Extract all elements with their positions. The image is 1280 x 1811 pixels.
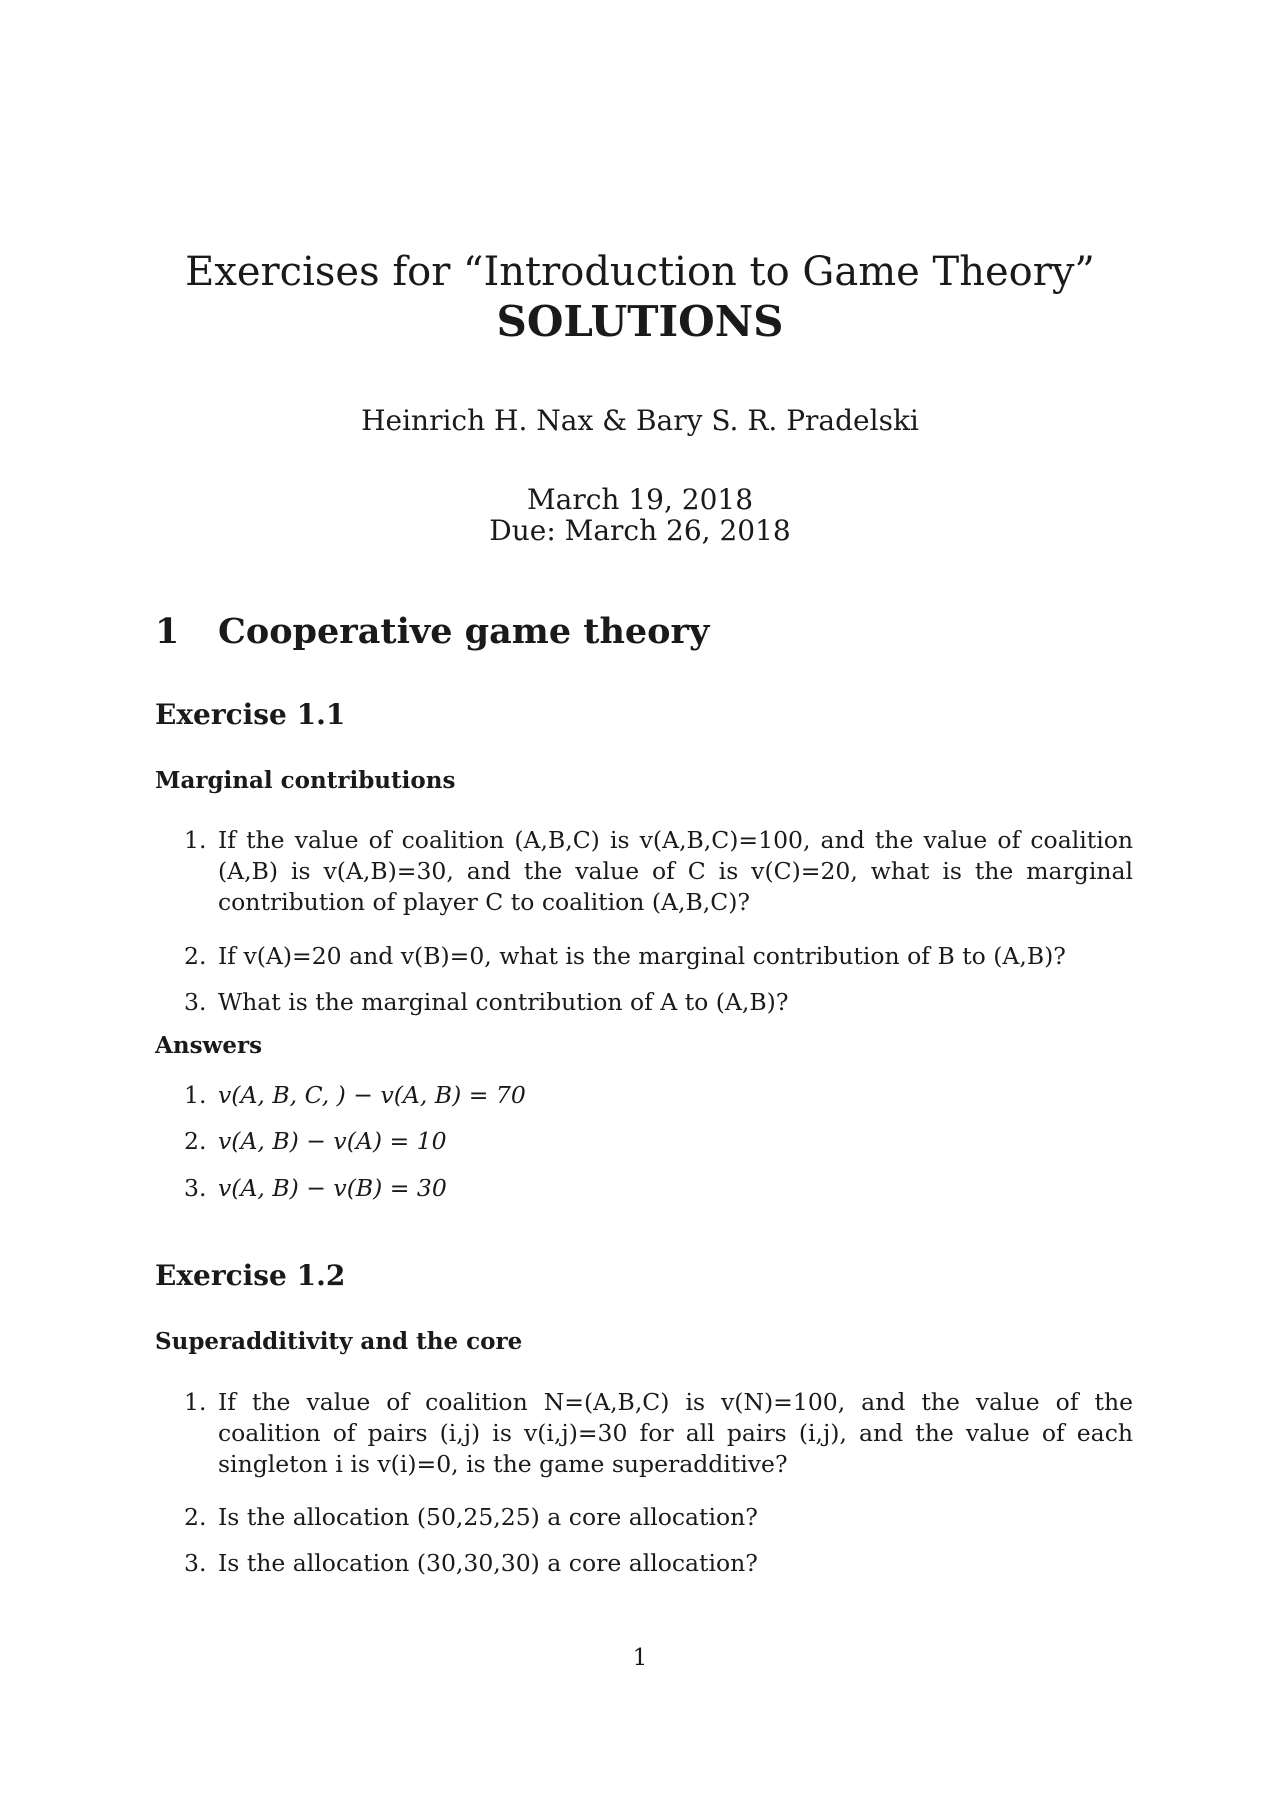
due-date: Due: March 26, 2018 [489,514,791,547]
question-text: Is the allocation (50,25,25) a core allocation? [218,1503,758,1531]
page-number: 1 [632,1645,648,1671]
answer-formula: v(A, B) − v(B) = 30 [218,1174,447,1202]
answer-formula: v(A, B) − v(A) = 10 [218,1127,447,1155]
section-title: Cooperative game theory [218,611,710,652]
question-text: If the value of coalition N=(A,B,C) is v(N)=100, and the value of the coalition of pairs (i,j) is v(i,j)=30 for all pairs (i,j), and the value of each singleton i is v(i)=0, is the game superadditive? [218,1388,1133,1478]
exercise-1-1-heading: Exercise 1.1 [155,698,346,731]
section-number: 1 [155,611,180,652]
list-marker: 1. [184,826,207,854]
question-text: If v(A)=20 and v(B)=0, what is the marginal contribution of B to (A,B)? [218,942,1066,970]
list-marker: 1. [184,1388,207,1416]
exercise-1-1-subheading: Marginal contributions [155,767,456,794]
answer-formula: v(A, B, C, ) − v(A, B) = 70 [218,1081,526,1109]
list-marker: 2. [184,1503,207,1531]
date: March 19, 2018 [526,483,754,516]
document-subtitle: SOLUTIONS [496,297,784,346]
list-marker: 2. [184,942,207,970]
authors: Heinrich H. Nax & Bary S. R. Pradelski [361,404,919,437]
answers-label: Answers [155,1032,263,1059]
question-text: If the value of coalition (A,B,C) is v(A,B,C)=100, and the value of coalition (A,B) is v(A,B)=30, and the value of C is v(C)=20, what is the marginal contribution of player C to coalition (A,B,C)? [218,826,1133,916]
exercise-1-2-subheading: Superadditivity and the core [155,1328,523,1355]
document-title: Exercises for “Introduction to Game Theory” [185,249,1095,295]
list-marker: 3. [184,1549,207,1577]
list-marker: 3. [184,988,207,1016]
exercise-1-2-heading: Exercise 1.2 [155,1259,346,1292]
list-marker: 3. [184,1174,207,1202]
question-text: What is the marginal contribution of A to (A,B)? [218,988,789,1016]
list-marker: 2. [184,1127,207,1155]
question-text: Is the allocation (30,30,30) a core allocation? [218,1549,758,1577]
list-marker: 1. [184,1081,207,1109]
section-heading [155,610,709,654]
